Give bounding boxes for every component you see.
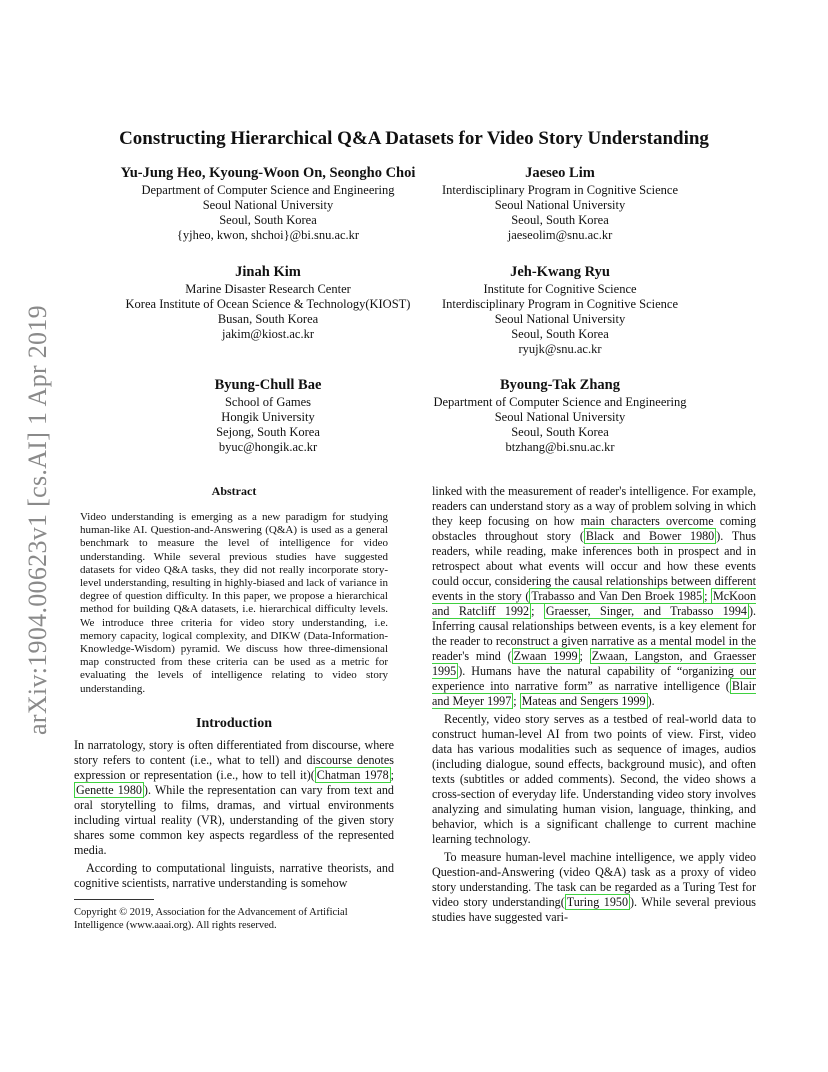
citation-link[interactable]: Chatman 1978 xyxy=(316,767,389,782)
affiliation-line: Seoul National University xyxy=(494,312,626,326)
right-paragraph-1 xyxy=(432,484,756,709)
left-column xyxy=(74,484,394,932)
author-name: Jeh-Kwang Ryu xyxy=(510,264,610,280)
affiliation-line: Seoul, South Korea xyxy=(219,213,317,227)
affiliation-line: Sejong, South Korea xyxy=(216,425,320,439)
intro-paragraph-1 xyxy=(74,738,394,858)
affiliation-line: Interdisciplinary Program in Cognitive Science xyxy=(441,183,679,197)
citation-link[interactable]: Graesser, Singer, and Trabasso 1994 xyxy=(545,604,747,618)
right-paragraph-3 xyxy=(432,850,756,925)
intro-paragraph-2: According to computational linguists, narrative theorists, and cognitive scientists, narrative understanding is somehow xyxy=(74,860,394,890)
affiliation-line: Seoul National University xyxy=(202,198,334,212)
text-run: linked with the measurement of reader's intelligence. For example, readers can understand story as a way of problem solving in which they keep focusing on how main characters overcome coming obstacles throughout story ( xyxy=(432,484,756,543)
author-name: Byoung-Tak Zhang xyxy=(500,377,620,393)
affiliation-line: Seoul National University xyxy=(494,410,626,424)
right-column xyxy=(432,484,756,925)
author-name: Jaeseo Lim xyxy=(525,165,595,181)
citation-link[interactable]: McKoon and Ratcliff 1992 xyxy=(432,589,757,618)
author-block-4 xyxy=(424,264,696,357)
affiliation-line: Department of Computer Science and Engineering xyxy=(433,395,687,409)
author-email: jaeseolim@snu.ac.kr xyxy=(507,228,613,242)
author-block-2 xyxy=(424,165,696,243)
text-run: ). While several previous studies have suggested vari- xyxy=(432,895,756,924)
affiliation-line: Seoul, South Korea xyxy=(511,327,609,341)
right-paragraph-2: Recently, video story serves as a testbed of real-world data to construct human-level AI from two points of view. First, video data has various modalities such as sequence of images, audios (including dialogue, sound effects, background music), and often texts (subtitles or added comments). Second, the video shows a cross-section of everyday life. Understanding video story involves analyzing and simulating human vision, language, thinking, and behavior, which is a significant challenge to current machine learning technology. xyxy=(432,712,756,846)
author-block-3 xyxy=(102,264,434,342)
author-email: jakim@kiost.ac.kr xyxy=(221,327,315,341)
citation-link[interactable]: Trabasso and Van Den Broek 1985 xyxy=(531,589,703,603)
author-email: byuc@hongik.ac.kr xyxy=(218,440,318,454)
citation-link[interactable]: Blair and Meyer 1997 xyxy=(432,679,756,708)
author-email: btzhang@bi.snu.ac.kr xyxy=(505,440,615,454)
author-email: ryujk@snu.ac.kr xyxy=(518,342,602,356)
affiliation-line: School of Games xyxy=(224,395,312,409)
affiliation-line: Department of Computer Science and Engineering xyxy=(141,183,395,197)
author-block-5 xyxy=(168,377,368,455)
affiliation-line: Interdisciplinary Program in Cognitive Science xyxy=(441,297,679,311)
abstract-text: Video understanding is emerging as a new paradigm for studying human-like AI. Question-and-Answering (Q&A) is used as a general benchmark to measure the level of intelligence for video understanding. While several previous studies have suggested datasets for video Q&A tasks, they did not really incorporate story-level understanding, resulting in highly-biased and lack of variance in degree of question difficulty. In this paper, we propose a hierarchical method for building Q&A datasets, i.e. hierarchical difficulty levels. We introduce three criteria for video story understanding, i.e. memory capacity, logical complexity, and DIKW (Data-Information-Knowledge-Wisdom) pyramid. We discuss how three-dimensional map constructed from these criteria can be used as a metric for evaluating the levels of intelligence relating to video story understanding. xyxy=(80,511,388,695)
citation-link[interactable]: Genette 1980 xyxy=(76,782,142,797)
affiliation-line: Seoul National University xyxy=(494,198,626,212)
affiliation-line: Institute for Cognitive Science xyxy=(483,282,637,296)
affiliation-line: Korea Institute of Ocean Science & Technology(KIOST) xyxy=(125,297,411,311)
citation-link[interactable]: Zwaan, Langston, and Graesser 1995 xyxy=(432,649,757,678)
arxiv-stamp: arXiv:1904.00623v1 [cs.AI] 1 Apr 2019 xyxy=(23,305,52,735)
paper-title: Constructing Hierarchical Q&A Datasets for Video Story Understanding xyxy=(119,128,709,149)
text-run: ; xyxy=(531,604,544,618)
author-block-6 xyxy=(410,377,710,455)
copyright-footnote: Copyright © 2019, Association for the Advancement of Artificial Intelligence (www.aaai.org). All rights reserved. xyxy=(74,906,348,931)
affiliation-line: Marine Disaster Research Center xyxy=(185,282,351,296)
text-run: ; xyxy=(390,767,394,782)
text-run: ). While the representation can vary from text and oral storytelling to films, dramas, and virtual environments including virtual reality (VR), understanding of the given story shares some common key aspects regardless of the represented media. xyxy=(74,782,394,857)
text-run: To measure human-level machine intelligence, we apply video Question-and-Answering (video Q&A) task as a proxy of video story understanding. The task can be regarded as a Turing Test for video story understanding( xyxy=(432,850,756,909)
text-run: ; xyxy=(704,589,712,603)
text-run: ). Inferring causal relationships between events, is a key element for the reader to reconstruct a given narrative as a mental model in the reader's mind ( xyxy=(432,604,756,663)
citation-link[interactable]: Mateas and Sengers 1999 xyxy=(521,694,646,708)
affiliation-line: Seoul, South Korea xyxy=(511,213,609,227)
text-run: ). Humans have the natural capability of “organizing our experience into narrative form” as narrative intelligence ( xyxy=(432,664,756,693)
introduction-heading: Introduction xyxy=(196,715,272,731)
author-name: Byung-Chull Bae xyxy=(214,377,322,393)
citation-link[interactable]: Zwaan 1999 xyxy=(513,649,578,663)
abstract-heading: Abstract xyxy=(211,484,257,498)
affiliation-line: Busan, South Korea xyxy=(217,312,319,326)
affiliation-line: Hongik University xyxy=(221,410,315,424)
author-name: Jinah Kim xyxy=(235,264,301,280)
author-email: {yjheo, kwon, shchoi}@bi.snu.ac.kr xyxy=(176,228,360,242)
footnote-divider xyxy=(74,899,154,900)
affiliation-line: Seoul, South Korea xyxy=(511,425,609,439)
text-run: ; xyxy=(579,649,590,663)
citation-link[interactable]: Black and Bower 1980 xyxy=(585,529,715,543)
text-run: ; xyxy=(513,694,520,708)
citation-link[interactable]: Turing 1950 xyxy=(566,895,628,909)
text-run: In narratology, story is often differentiated from discourse, where story refers to content (i.e., what to tell) and discourse denotes expression or representation (i.e., how to tell it)( xyxy=(74,737,394,782)
author-block-1 xyxy=(92,165,444,243)
text-run: ). xyxy=(647,694,655,708)
author-name: Yu-Jung Heo, Kyoung-Woon On, Seongho Choi xyxy=(120,165,416,181)
text-run: ). Thus readers, while reading, make inferences both in prospect and in retrospect about what events will occur and how these events could occur, considering the causal relationships between different events in the story ( xyxy=(432,529,757,603)
